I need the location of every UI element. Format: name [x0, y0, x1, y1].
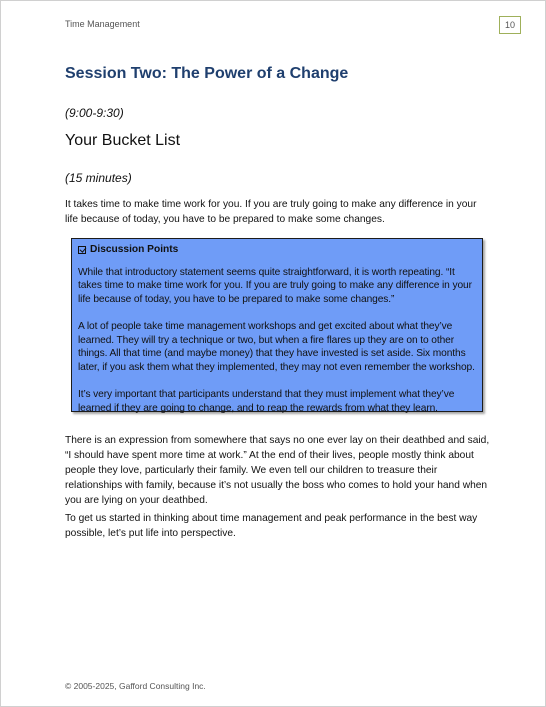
intro-paragraph: It takes time to make time work for you. If you are truly going to make any difference in your life because of today, you have to be prepared to make some changes.: [65, 199, 477, 225]
session-time-range: (9:00-9:30): [65, 106, 124, 120]
callout-paragraph: While that introductory statement seems quite straightforward, it is worth repeating. “It takes time to make time work for you. If you are truly going to make any difference in your life because of today, you have to be prepared to make some changes.”: [78, 266, 472, 305]
expression-paragraph: There is an expression from somewhere that says no one ever lay on their deathbed and said, “I should have spent more time at work.” At the end of their lives, people mostly think about people they love, particularly their family. We even tell our children to treasure their relationships with family, because it’s not usually the boss who comes to hold your hand when you are lying on your deathbed.: [65, 435, 490, 506]
page-number: 10: [499, 16, 521, 34]
discussion-points-callout: [71, 238, 483, 412]
callout-paragraph: It’s very important that participants understand that they must implement what they’ve learned if they are going to change, and to reap the rewards from what they learn.: [78, 389, 455, 414]
checkbox-icon: [78, 246, 86, 254]
section-heading: Your Bucket List: [65, 132, 181, 149]
copyright-footer: © 2005-2025, Gafford Consulting Inc.: [65, 681, 206, 691]
callout-heading: [78, 243, 476, 257]
running-header: Time Management: [65, 19, 140, 29]
callout-paragraph: A lot of people take time management workshops and get excited about what they’ve learned. They will try a technique or two, but when a fire flares up they are on to other things. All that time (and maybe money) that they have invested is set aside. Six months later, if you ask them what they implemented, they may not even remember the workshop.: [78, 321, 475, 373]
session-title: Session Two: The Power of a Change: [65, 65, 349, 82]
callout-heading-label: Discussion Points: [90, 244, 179, 255]
closing-paragraph: To get us started in thinking about time management and peak performance in the best way possible, let’s put life into perspective.: [65, 513, 478, 539]
section-duration: (15 minutes): [65, 171, 132, 185]
